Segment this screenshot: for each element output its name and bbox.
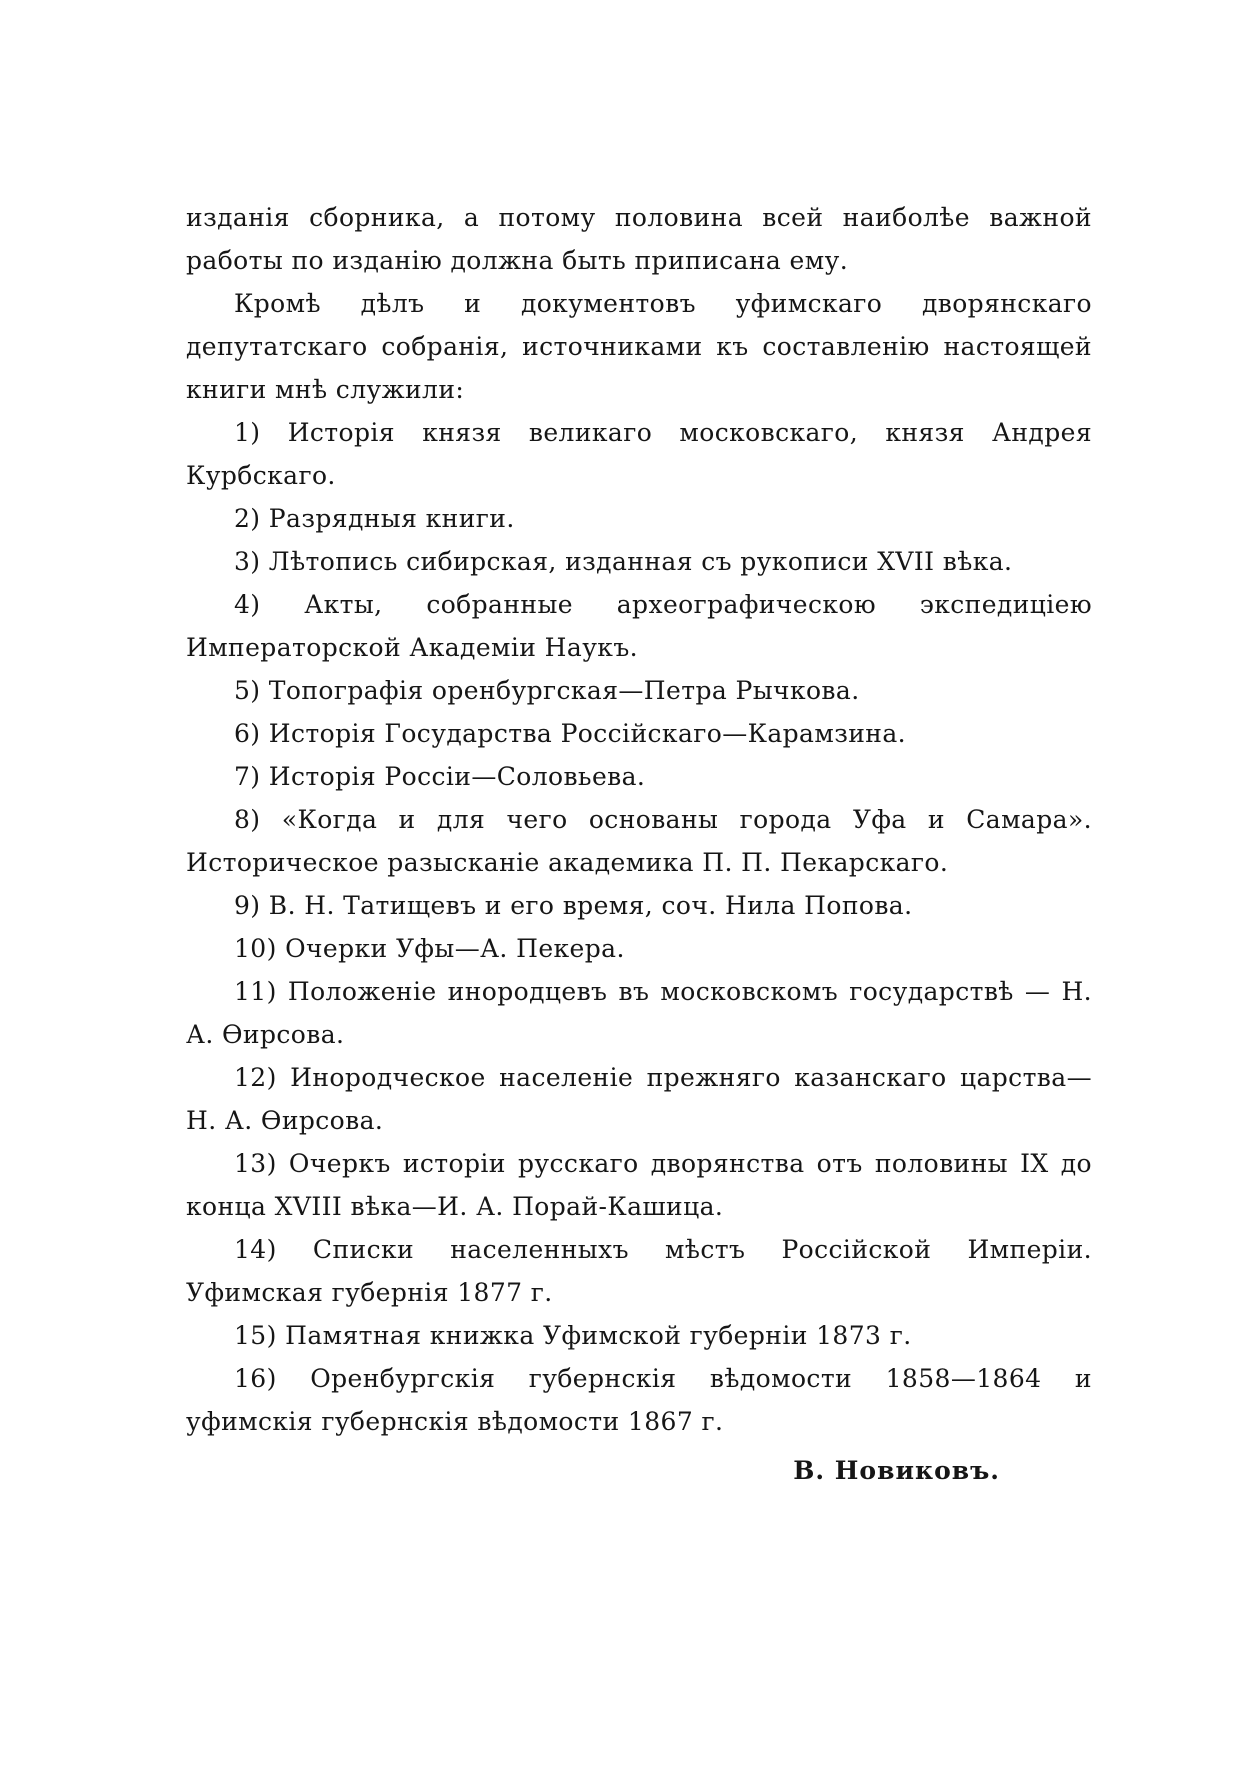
source-item-4: 4) Акты, собранные археографическою экспедиціею Императорской Академіи Наукъ. [186, 590, 1092, 662]
source-item-10: 10) Очерки Уфы—А. Пекера. [234, 934, 625, 963]
source-item-12: 12) Инородческое населеніе прежняго казанскаго царства—Н. А. Ѳирсова. [186, 1063, 1092, 1135]
continuation-paragraph: изданія сборника, а потому половина всей наиболѣе важной работы по изданію должна быть приписана ему. [186, 203, 1092, 275]
source-item-13: 13) Очеркъ исторіи русскаго дворянства отъ половины IX до конца XVIII вѣка—И. А. Порай-Кашица. [186, 1149, 1092, 1221]
sources-lead-paragraph: Кромѣ дѣлъ и документовъ уфимскаго дворянскаго депутатскаго собранія, источниками къ составленію настоящей книги мнѣ служили: [186, 289, 1092, 404]
source-item-9: 9) В. Н. Татищевъ и его время, соч. Нила Попова. [234, 891, 913, 920]
document-page [186, 196, 1092, 1492]
source-item-6: 6) Исторія Государства Россійскаго—Карамзина. [234, 719, 907, 748]
source-item-15: 15) Памятная книжка Уфимской губерніи 1873 г. [234, 1321, 912, 1350]
source-item-11: 11) Положеніе инородцевъ въ московскомъ государствѣ — Н. А. Ѳирсова. [186, 977, 1092, 1049]
source-item-8: 8) «Когда и для чего основаны города Уфа и Самара». Историческое разысканіе академика П. П. Пекарскаго. [186, 805, 1092, 877]
source-item-3: 3) Лѣтопись сибирская, изданная съ рукописи XVII вѣка. [234, 547, 1013, 576]
source-item-1: 1) Исторія князя великаго московскаго, князя Андрея Курбскаго. [186, 418, 1092, 490]
source-item-7: 7) Исторія Россіи—Соловьева. [234, 762, 646, 791]
sources-list [186, 411, 1092, 1443]
author-signature: В. Новиковъ. [793, 1456, 1000, 1485]
source-item-2: 2) Разрядныя книги. [234, 504, 515, 533]
source-item-5: 5) Топографія оренбургская—Петра Рычкова. [234, 676, 860, 705]
source-item-14: 14) Списки населенныхъ мѣстъ Россійской Имперіи. Уфимская губернія 1877 г. [186, 1235, 1092, 1307]
source-item-16: 16) Оренбургскія губернскія вѣдомости 1858—1864 и уфимскія губернскія вѣдомости 1867 г. [186, 1364, 1092, 1436]
